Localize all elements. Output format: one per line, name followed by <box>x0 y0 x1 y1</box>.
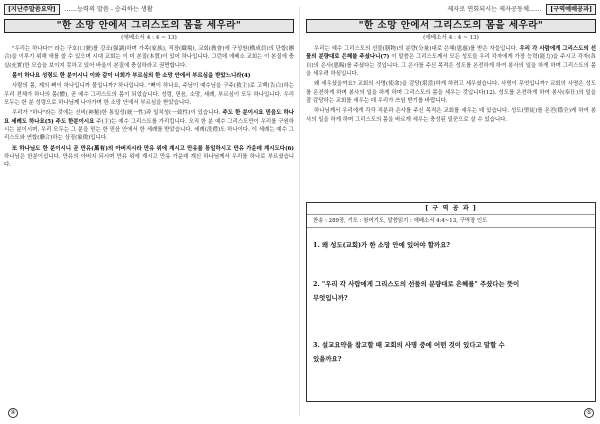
right-page <box>306 4 596 420</box>
study-questions <box>307 240 595 365</box>
left-paragraph-text: 사람의 몸, 제의 뼈이 하나입니까 물입니까? 하나입니다. "뼈이 하나요, 주님이 예수님을 구주(救主)로 고백(告白)하는 우리 전체가 하나의 몸(體), 곧 예수 그리스도의 몸이 되었습니다. 성령, 믿음, 소망, 세례, 부르심이 모두 하나입니다. 우리 모두는 한 분 성령으로 하나님께 나아가며 한 소망 안에서 부르심을 받았습니다. <box>4 83 294 107</box>
study-info: 찬송 : 289장, 기도 : 참여기도, 말씀읽기 : 에베소서 4:4~13, 구역장 인도 <box>307 215 595 228</box>
left-header-text: ……능력의 말씀 - 승리하는 생활 <box>64 6 153 13</box>
right-paragraph-text: 우리는 예수 그리스도의 선물(膳物)의 분량(分量)대로 은혜(恩惠)를 받은 자들입니다. <box>314 46 518 52</box>
left-verse-highlight: 또 하나님도 한 분이시니 곧 만유(萬有)의 아버지시라 만유 위에 계시고 만유를 통일하시고 만유 가운데 계시도다(6) <box>12 145 294 152</box>
left-paragraph <box>4 45 294 70</box>
left-paragraph-text: 하나님은 한분이십니다. 만유의 아버지 되시며 만유 위에 계시고 만유 가운데 계신 하나님께서 우리를 하나로 부르셨습니다. <box>4 154 294 169</box>
study-box <box>306 202 596 402</box>
question-text: 무엇입니까? <box>313 294 348 302</box>
right-paragraph-text: 이 말씀은 그리스도께서 모든 성도들 우리 각자에게 가장 능력(能力)을 주시고 각자(各自)의 은사(恩賜)를 주셨다는 것입니다. 그 은사를 주신 목적은 성도를 온전하게 하여 봉사의 일을 하게 하며 그리스도의 몸을 세우려 하심입니다. <box>306 54 596 78</box>
left-paragraph <box>4 82 294 107</box>
question-text: "우리 각 사람에게 그리스도의 선물의 분량대로 은혜를" 주셨다는 뜻이 <box>321 280 520 288</box>
study-title: [ 구 역 공 과 ] <box>307 203 595 215</box>
left-paragraph <box>4 145 294 170</box>
question-number: 1. <box>313 241 322 249</box>
left-sermon-body <box>4 43 294 403</box>
left-header-tag: [지난주말씀요약] <box>4 4 60 15</box>
left-verse-highlight: 몸이 하나요 성령도 한 분이시니 이와 같이 너희가 부르심의 한 소망 안에서 부르심을 받았느니라(4) <box>12 73 251 80</box>
right-page-number: ⑤ <box>584 408 594 418</box>
study-question-2 <box>307 279 595 304</box>
right-paragraph-text: 하나님께서 우리에게 각각 직분과 은사를 주신 목적은 교회를 세우는 데 있습니다. 성도(聖徒)를 온전(穩全)케 하여 봉사의 일을 하게 하며 그리스도의 몸을 바르게 세우는 충성된 일꾼으로 살 수 있습니다. <box>306 108 596 123</box>
left-paragraph-text: "우리는 하나다!" 라는 구호(口號)를 강조(强調)하며 가족(家族), 직장(職場), 교회(敎會)에 구성원(構成員)의 단합(團合)을 이루기 위해 애를 쓸 수 있으며 시대 교회는 이 미 본질(本質)이 있어 하나입니다. 그런데 에베소 교회는 이 본질에 충실(充實)한 모습을 보이지 못하고 있어 바울이 본질에 충실하라고 권면합니다. <box>4 46 294 69</box>
left-paragraph-text: 주(主)는 예수 그리스도를 가리킵니다. 오직 한 분 예수 그리스도만이 우리를 구원하시는 분이시며, 우리 모두는 그 분을 믿는 한 믿음 안에서 한 세례를 받았습니다. 세례(洗禮)도 하나이다. 이 세례는 예수 그리스도와 연합(聯合)하는 상징(象徵)입니다. <box>4 118 294 142</box>
study-question-1 <box>307 240 595 251</box>
left-header <box>4 4 294 16</box>
question-number: 3. <box>313 341 322 349</box>
left-sermon-title: "한 소망 안에서 그리스도의 몸을 세우라" <box>4 19 294 33</box>
study-question-3 <box>307 340 595 365</box>
left-paragraph-text: 우리가 "하나"라는 것에는 신비(神秘)한 통일성(統一性)과 일치성(一致性)이 있습니다. <box>12 110 221 117</box>
right-lesson-title: "한 소망 안에서 그리스도의 몸을 세우라" <box>306 19 596 33</box>
right-header <box>306 4 596 16</box>
page-gutter <box>299 6 300 416</box>
left-page-number: ④ <box>8 408 18 418</box>
left-page <box>4 4 294 420</box>
left-paragraph <box>4 109 294 142</box>
right-paragraph <box>306 45 596 78</box>
left-scripture-ref: (에베소서 4 : 4 ~ 13) <box>121 35 177 41</box>
right-paragraph <box>306 107 596 124</box>
left-paragraph <box>4 72 294 80</box>
question-text: 왜 성도(교회)가 한 소망 안에 있어야 할까요? <box>321 241 450 249</box>
right-header-text: 제자로 연회되시는 제자공동체…… <box>447 6 542 13</box>
question-text: 있을까요? <box>313 355 342 363</box>
right-paragraph <box>306 80 596 105</box>
right-paragraph-text: 왜 세우셨을까요? 교회의 사명(使命)을 감당(堪當)하게 하려고 세우셨습니다. 사명이 무엇입니까? 교회의 사명은 성도를 온전하게 하며 봉사의 일을 하게 하며 그리스도의 몸을 세우는 것입니다(12). 성도를 온전하게 하여 봉사(奉仕)의 일을 잘 감당하는 교회를 세우는 데 우리가 쓰임 받기를 바랍니다. <box>306 81 596 105</box>
question-number: 2. <box>313 280 322 288</box>
right-verse-highlight: 우리 각 사람에게 그리스도의 선물의 분량대로 은혜를 주셨나니(7) <box>306 46 596 61</box>
left-verse-highlight: 주도 한 분이시요 믿음도 하나요 세례도 하나요(5) 주도 한분이시요 <box>4 110 294 125</box>
right-header-tag: [구역예배공과] <box>546 4 596 15</box>
right-scripture-ref: (에베소서 4 : 4 ~ 13) <box>423 35 479 41</box>
question-text: 설교요약을 참고할 때 교회의 사명 중에 어떤 것이 있다고 말할 수 <box>321 341 505 349</box>
right-lesson-body <box>306 43 596 198</box>
